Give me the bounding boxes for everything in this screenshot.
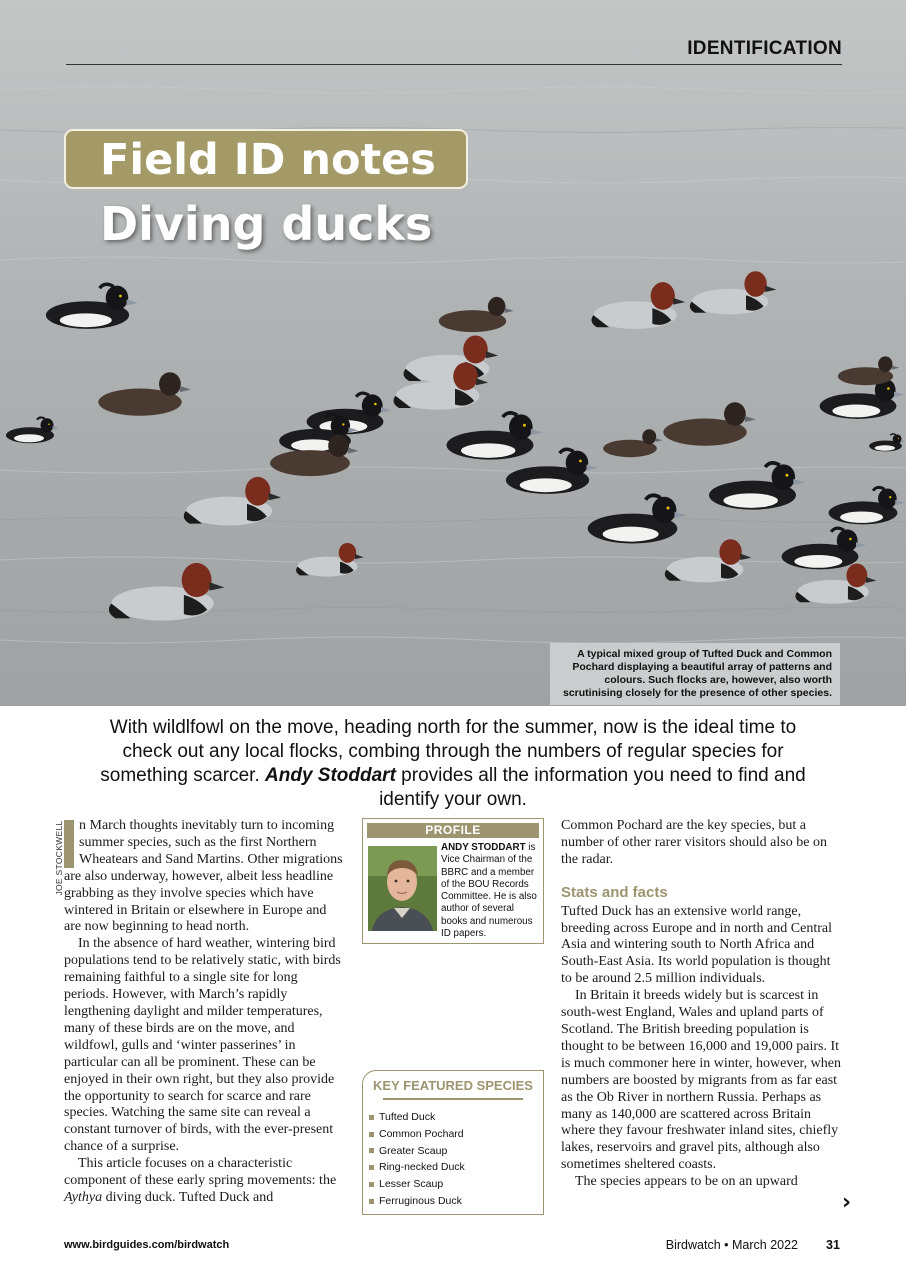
- page-number: 31: [826, 1238, 840, 1252]
- square-bullet-icon: [369, 1199, 374, 1204]
- article-column-3: [561, 818, 841, 1191]
- list-item: Ferruginous Duck: [369, 1193, 465, 1210]
- square-bullet-icon: [369, 1132, 374, 1137]
- standfirst-text-before: With wildlfowl on the move, heading north for the summer, now is the ideal time to check out any local flocks, combing through the numbers of regular species for something scarcer.: [100, 717, 797, 786]
- author-name: Andy Stoddart: [265, 765, 396, 786]
- page-title: Field ID notes: [100, 135, 436, 185]
- profile-heading: PROFILE: [367, 823, 539, 838]
- photo-caption: A typical mixed group of Tufted Duck and Common Pochard displaying a beautiful array of patterns and colours. Such flocks are, however, also worth scrutinising closely for the presence of other species.: [550, 643, 840, 705]
- key-species-list: [369, 1109, 465, 1210]
- list-item: Ring-necked Duck: [369, 1159, 465, 1176]
- footer-magazine-issue: Birdwatch • March 2022: [665, 1238, 798, 1252]
- key-species-box: [362, 1070, 544, 1215]
- genus-name: Aythya: [64, 1189, 103, 1205]
- square-bullet-icon: [369, 1148, 374, 1153]
- square-bullet-icon: [369, 1115, 374, 1120]
- list-item: Lesser Scaup: [369, 1176, 465, 1193]
- list-item: Common Pochard: [369, 1126, 465, 1143]
- article-column-1: [64, 818, 344, 1207]
- standfirst-text-after: provides all the information you need to find and identify your own.: [379, 765, 806, 810]
- list-item: Greater Scaup: [369, 1143, 465, 1160]
- article-paragraph: In the absence of hard weather, wintering bird populations tend to be relatively static, with birds remaining faithful to a single site for long periods. However, with March’s rapidly lengthening daylight and milder temperatures, many of these birds are on the move, and wildfowl, gulls and ‘winter passerines’ in particular can all be prominent. These can be enjoyed in their own right, but they also provide the opportunity to search for scarce and rare species. Watching the same site can reveal a constant turnover of birds, with the ever-present chance of a surprise.: [64, 936, 341, 1155]
- article-paragraph: The species appears to be on an upward: [575, 1174, 798, 1190]
- photo-credit-text: JOE STOCKWELL: [54, 820, 64, 896]
- article-paragraph: n March thoughts inevitably turn to incoming summer species, such as the first Northern Wheatears and Sand Martins. Other migrations are also underway, however, albeit less headline grabbing as they involve species which have wintered in Britain or elsewhere in Europe and are now beginning to head north.: [64, 818, 343, 935]
- list-item: Tufted Duck: [369, 1109, 465, 1126]
- article-paragraph: Common Pochard are the key species, but a number of other rarer visitors should also be on the radar.: [561, 818, 827, 867]
- continue-arrow-icon: ›: [842, 1190, 852, 1215]
- author-profile-box: [362, 818, 544, 944]
- drop-cap-bar: [64, 820, 74, 868]
- page-subtitle: Diving ducks: [100, 197, 433, 251]
- profile-bio: ANDY STODDART is Vice Chairman of the BBRC and a member of the BOU Records Committee. He is also author of several books and numerous ID papers.: [441, 842, 537, 940]
- section-label: IDENTIFICATION: [687, 38, 842, 59]
- title-box: [64, 129, 468, 189]
- square-bullet-icon: [369, 1182, 374, 1187]
- article-paragraph: In Britain it breeds widely but is scarcest in south-west England, Wales and upland parts of Scotland. The British breeding population is thought to be between 16,000 and 19,000 pairs. It is much commoner here in winter, however, when numbers are boosted by migrants from as far east as the Ob River in northern Russia. Perhaps as many as 140,000 are scattered across Britain where they favour freshwater inland sites, chiefly lakes, reservoirs and gravel pits, although also sometimes sheltered coasts.: [561, 988, 841, 1173]
- square-bullet-icon: [369, 1165, 374, 1170]
- key-species-divider: [383, 1098, 523, 1100]
- article-paragraph: This article focuses on a characteristic component of these early spring movements: the Aythya diving duck. Tufted Duck and: [64, 1156, 337, 1205]
- author-portrait: [368, 846, 437, 931]
- section-divider: [66, 64, 842, 65]
- article-paragraph: Tufted Duck has an extensive world range, breeding across Europe and in north and Central Asia and wintering south to North Africa and South-East Asia. Its world population is thought to be around 2.5 million individuals.: [561, 903, 832, 987]
- subheading-stats: Stats and facts: [561, 883, 668, 901]
- profile-name: ANDY STODDART: [441, 842, 526, 853]
- standfirst: [90, 716, 816, 812]
- key-species-heading: KEY FEATURED SPECIES: [373, 1078, 533, 1093]
- footer-url[interactable]: www.birdguides.com/birdwatch: [64, 1239, 230, 1251]
